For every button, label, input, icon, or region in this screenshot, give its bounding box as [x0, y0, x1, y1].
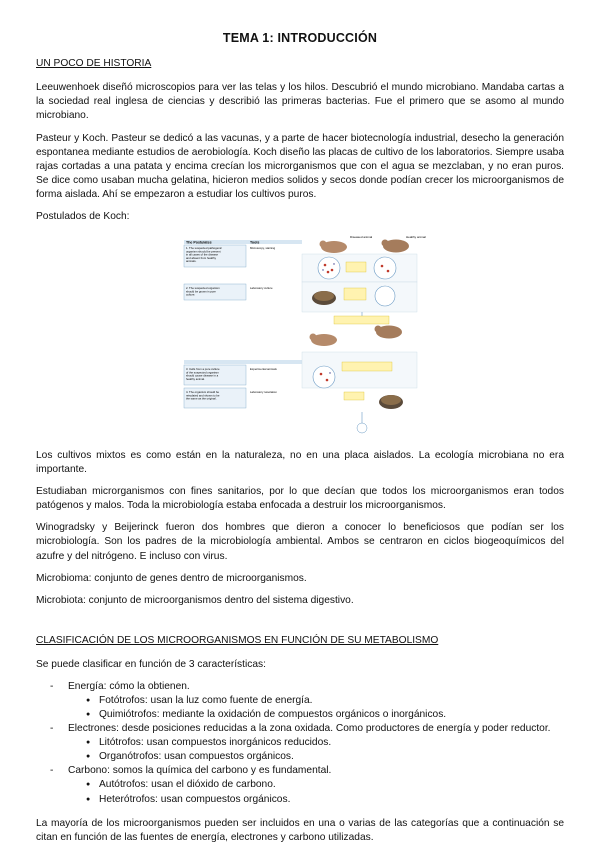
postulate-2-text: 2. The suspected organism should be grown in pure culture. [186, 286, 220, 297]
culture-plate-medium [381, 395, 401, 405]
paragraph-pasteur-koch: Pasteur y Koch. Pasteur se dedicó a las vacunas, y a parte de hacer biotecnología industrial, desecho la generación espontanea mediante estudios de aerobiología. Koch diseño las placas de cultivo de los laboratorios. Siempre usaba rajas cortadas a una patata y encima crecían los microrganismos que con el agua se mezclaban, y no eran puros. Se dice como usaban mucha gelatina, hicieron medios solidos y secos donde podían crecer los microorganismos de forma aislada. Ahí se empezaron a estudiar los cultivos puros. [36, 132, 564, 200]
mouse-head-icon [310, 334, 317, 341]
blood-cell-dot [381, 265, 384, 268]
paragraph-mixed-cultures: Los cultivos mixtos es como están en la naturaleza, no en una placa aislados. La ecología microbiana no era importante. [36, 450, 564, 476]
blood-cell-dot [331, 269, 334, 272]
blood-cell-dot [327, 271, 330, 274]
sample-note [342, 362, 392, 371]
reisolated-blood-circle [313, 366, 335, 388]
list-item [50, 764, 564, 806]
healthy-blood-circle [374, 257, 396, 279]
blood-cell-dot [324, 264, 327, 267]
paragraph-sanitary: Estudiaban microrganismos con fines sanitarios, por lo que decían que todos los microorganismos eran todos patógenos y malos. Toda la microbiología estaba enfocada a destruir los microorganismos. [36, 486, 564, 512]
final-sample-circle [357, 423, 367, 433]
sub-list [68, 778, 564, 806]
blood-cell-dot [387, 270, 390, 273]
mouse-head-icon [382, 240, 389, 247]
postulate-1-text: 1. The suspected pathogenic organism should be present in all cases of the disease and absent from healthy animals. [186, 246, 222, 264]
sub-list [68, 736, 564, 764]
inoculate-note [334, 316, 389, 324]
postulate-1-tool: Microscopy, staining [250, 246, 276, 251]
pathogen-dot [333, 263, 334, 264]
list-item: ● Litótrofos: usan compuestos inorgánicos reducidos. [86, 736, 564, 750]
healthy-label: Healthy animal [406, 235, 426, 240]
mouse-head-icon [375, 326, 382, 333]
history-heading: UN POCO DE HISTORIA [36, 58, 152, 70]
lab-culture-note [344, 392, 364, 400]
pathogen-dot [329, 372, 330, 373]
koch-postulates-figure [184, 232, 426, 439]
postulate-3-text: 3. Cells from a pure culture of the suspected organism should cause disease in a healthy animal. [186, 367, 220, 381]
diseased-label: Diseased animal [350, 235, 373, 240]
paragraph-leeuwenhoek: Leeuwenhoek diseñó microscopios para ver las telas y los hilos. Descubrió el mundo microbiano. Mandaba cartas a la sociedad real inglesa de ciencias y describió las primeras bacterias. Fue el primero que se asomo al mundo microbiano. [36, 82, 564, 122]
group-electrons-label: Electrones: desde posiciones reducidas a la zona oxidada. Como productores de energía y poder reductor. [68, 723, 551, 735]
mouse-head-icon [320, 241, 327, 248]
header-band [184, 360, 302, 364]
diseased-blood-circle [318, 257, 340, 279]
postulate-3-tool: Experimental animals [250, 367, 277, 372]
sub-list [68, 694, 564, 722]
col-tools-label: Tools [250, 240, 260, 245]
col-postulate-label: The Postulates [186, 240, 212, 245]
classification-intro: Se puede clasificar en función de 3 características: [36, 658, 266, 670]
postulate-4-tool: Laboratory reisolation [250, 390, 277, 395]
definition-microbioma: Microbioma: conjunto de genes dentro de microorganismos. [36, 572, 307, 584]
definition-microbiota: Microbiota: conjunto de microorganismos dentro del sistema digestivo. [36, 594, 354, 606]
pathogen-dot [322, 269, 323, 270]
no-organism-circle [375, 286, 395, 306]
paragraph-winogradsky: Winogradsky y Beijerinck fueron dos hombres que dieron a conocer lo beneficiosos que podían ser los microbiología. Son los padres de la microbiología ambiental. Ambos se centraron en ciclos biogeoquímicos del azufre y del nitrógeno. E incluso con virus. [36, 522, 564, 562]
document-page [36, 30, 564, 853]
list-item [50, 722, 564, 764]
list-item: ● Heterótrofos: usan compuestos orgánicos. [86, 793, 564, 807]
classification-list [36, 680, 564, 807]
list-item: ● Fotótrofos: usan la luz como fuente de energía. [86, 694, 564, 708]
blood-cell-dot [320, 373, 323, 376]
page-title: TEMA 1: INTRODUCCIÓN [222, 31, 378, 45]
culture-note [344, 288, 366, 300]
observation-note [346, 262, 366, 272]
koch-figure-svg [184, 232, 426, 439]
group-carbon-label: Carbono: somos la química del carbono y es fundamental. [68, 765, 332, 777]
postulate-2-tool: Laboratory culture [250, 286, 273, 291]
list-item: ● Organótrofos: usan compuestos orgánicos. [86, 750, 564, 764]
list-item [50, 680, 564, 722]
postulate-4-text: 4. The organism should be reisolated and shown to be the same as the original. [186, 390, 220, 401]
classification-heading: CLASIFICACIÓN DE LOS MICROORGANISMOS EN FUNCIÓN DE SU METABOLISMO [36, 634, 439, 646]
list-item: ● Autótrofos: usan el dióxido de carbono. [86, 778, 564, 792]
list-item: ● Quimiótrofos: mediante la oxidación de compuestos orgánicos o inorgánicos. [86, 708, 564, 722]
classification-closing: La mayoría de los microorganismos pueden ser incluidos en una o varias de las categorías que a continuación se citan en función de las fuentes de energía, electrones y carbono utilizadas. [36, 817, 564, 843]
culture-plate-medium [314, 291, 334, 301]
blood-cell-dot [326, 379, 329, 382]
group-energy-label: Energía: cómo la obtienen. [68, 680, 190, 692]
koch-postulates-label: Postulados de Koch: [36, 210, 130, 222]
